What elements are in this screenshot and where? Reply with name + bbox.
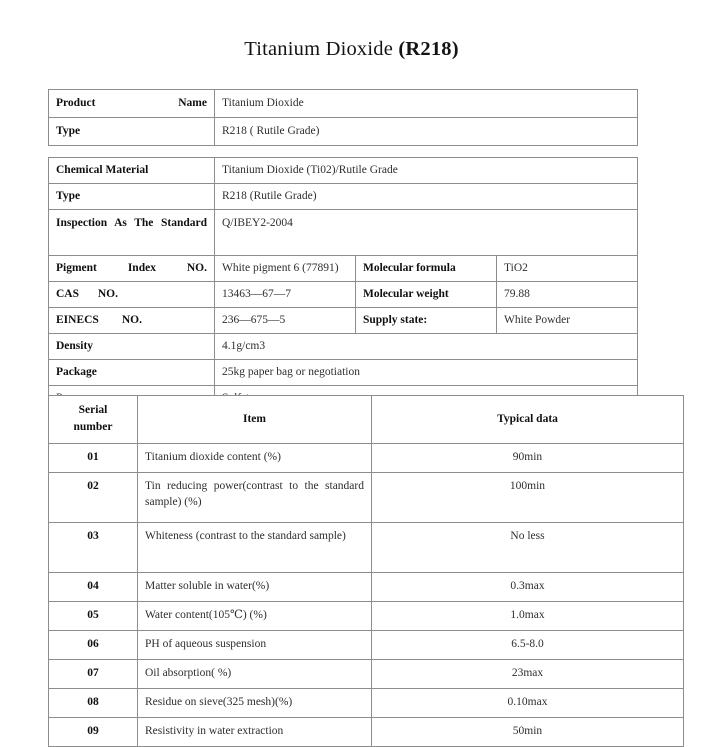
page-title-plain: Titanium Dioxide: [244, 38, 399, 60]
molecular-formula-value: TiO2: [497, 256, 638, 282]
table-row: [49, 90, 638, 118]
inspection-standard-value: Q/IBEY2-2004: [215, 210, 638, 256]
supply-state-label: Supply state:: [356, 308, 497, 334]
item-header: Item: [138, 396, 372, 444]
row-serial: 02: [49, 473, 138, 523]
product-type-value: R218 ( Rutile Grade): [215, 118, 638, 146]
table-row: [49, 718, 684, 747]
row-item: Resistivity in water extraction: [138, 718, 372, 747]
serial-number-header-line1: Serial: [78, 403, 108, 416]
row-serial: 05: [49, 602, 138, 631]
typical-data-header: Typical data: [372, 396, 684, 444]
inspection-standard-label: [49, 210, 215, 256]
pigment-index-label-text: Pigment Index NO.: [56, 261, 207, 274]
supply-state-value: White Powder: [497, 308, 638, 334]
chemical-material-value: Titanium Dioxide (Ti02)/Rutile Grade: [215, 158, 638, 184]
row-data: 50min: [372, 718, 684, 747]
row-serial: 01: [49, 444, 138, 473]
row-data: 90min: [372, 444, 684, 473]
inspection-standard-label-text: Inspection As The Standard: [56, 217, 207, 229]
spec-type-value: R218 (Rutile Grade): [215, 184, 638, 210]
table-row: [49, 158, 638, 184]
row-data: 23max: [372, 660, 684, 689]
row-item: [138, 473, 372, 523]
product-table: [48, 89, 638, 146]
table-row: [49, 184, 638, 210]
package-label: Package: [49, 360, 215, 386]
einecs-no-label-text: EINECS NO.: [56, 313, 142, 326]
cas-no-label: [49, 282, 215, 308]
row-serial: 04: [49, 573, 138, 602]
row-serial: 06: [49, 631, 138, 660]
page-title: [0, 38, 703, 61]
row-serial: 03: [49, 523, 138, 573]
table-row: [49, 282, 638, 308]
table-row: [49, 631, 684, 660]
molecular-formula-label: Molecular formula: [356, 256, 497, 282]
row-item: Oil absorption( %): [138, 660, 372, 689]
row-item: Water content(105℃) (%): [138, 602, 372, 631]
table-row: [49, 360, 638, 386]
table-row: [49, 118, 638, 146]
row-item: Residue on sieve(325 mesh)(%): [138, 689, 372, 718]
package-value: 25kg paper bag or negotiation: [215, 360, 638, 386]
row-data: No less: [372, 523, 684, 573]
table-row: [49, 308, 638, 334]
product-name-label-text: Product Name: [56, 96, 207, 109]
typical-data-table: [48, 395, 684, 747]
serial-number-header: [49, 396, 138, 444]
product-type-label: Type: [49, 118, 215, 146]
row-item: PH of aqueous suspension: [138, 631, 372, 660]
cas-no-label-text: CAS NO.: [56, 287, 118, 300]
table-row: [49, 334, 638, 360]
row-data: 0.10max: [372, 689, 684, 718]
product-name-value: Titanium Dioxide: [215, 90, 638, 118]
row-item: Titanium dioxide content (%): [138, 444, 372, 473]
row-item: [138, 523, 372, 573]
row-serial: 07: [49, 660, 138, 689]
table-row: [49, 660, 684, 689]
specification-table: [48, 157, 638, 412]
product-name-label: [49, 90, 215, 118]
row-item-text: Whiteness (contrast to the standard sample): [145, 530, 346, 542]
molecular-weight-label: Molecular weight: [356, 282, 497, 308]
row-serial: 08: [49, 689, 138, 718]
cas-no-value: 13463—67—7: [215, 282, 356, 308]
table-row: [49, 523, 684, 573]
einecs-no-label: [49, 308, 215, 334]
row-data: 100min: [372, 473, 684, 523]
density-value: 4.1g/cm3: [215, 334, 638, 360]
pigment-index-value: White pigment 6 (77891): [215, 256, 356, 282]
spec-type-label: Type: [49, 184, 215, 210]
table-header-row: [49, 396, 684, 444]
row-item: Matter soluble in water(%): [138, 573, 372, 602]
table-row: [49, 689, 684, 718]
page-title-bold: (R218): [398, 38, 459, 60]
chemical-material-label: Chemical Material: [49, 158, 215, 184]
row-item-text: Tin reducing power(contrast to the standard sample) (%): [145, 480, 364, 509]
table-row: [49, 444, 684, 473]
molecular-weight-value: 79.88: [497, 282, 638, 308]
serial-number-header-line2: number: [73, 421, 113, 433]
row-serial: 09: [49, 718, 138, 747]
row-data: 1.0max: [372, 602, 684, 631]
row-data: 0.3max: [372, 573, 684, 602]
table-row: [49, 210, 638, 256]
table-row: [49, 573, 684, 602]
table-row: [49, 473, 684, 523]
row-data: 6.5-8.0: [372, 631, 684, 660]
pigment-index-label: [49, 256, 215, 282]
density-label: Density: [49, 334, 215, 360]
table-row: [49, 602, 684, 631]
table-row: [49, 256, 638, 282]
einecs-no-value: 236—675—5: [215, 308, 356, 334]
